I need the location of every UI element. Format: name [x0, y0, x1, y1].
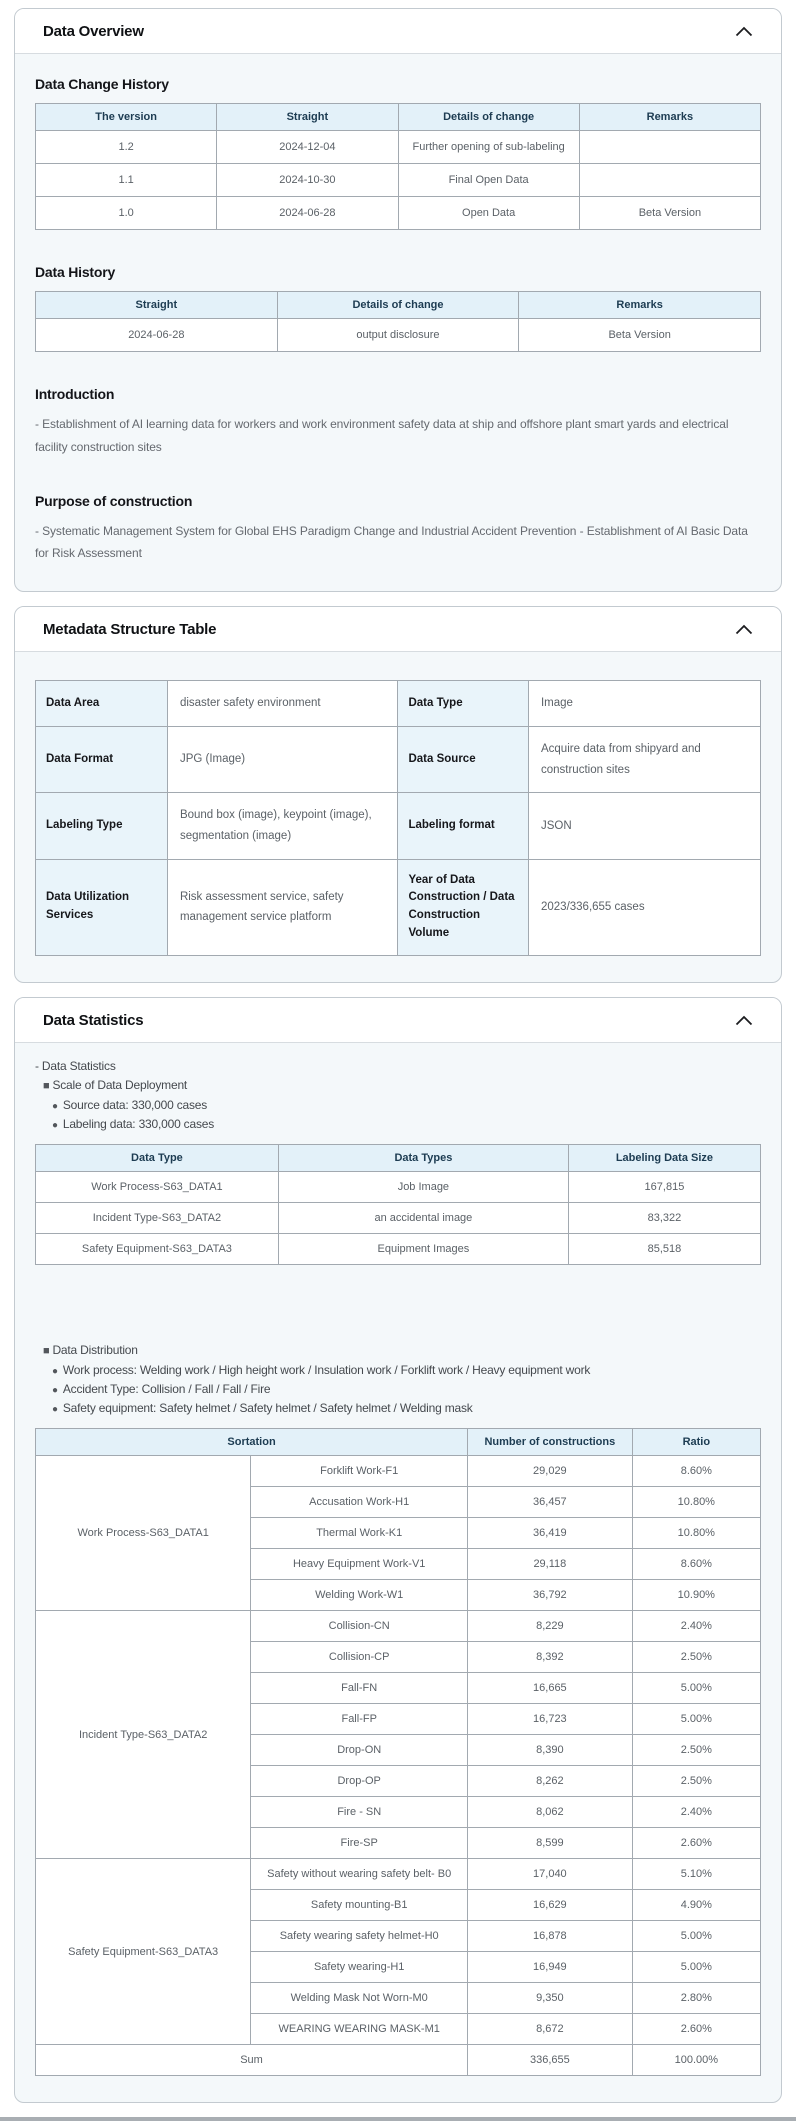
table-cell: 10.80% — [632, 1518, 760, 1549]
bullet-line — [35, 1115, 761, 1134]
table-cell: 36,457 — [468, 1487, 633, 1518]
table-cell: 1.2 — [36, 131, 217, 164]
table-cell: 85,518 — [568, 1234, 760, 1265]
table-cell: 2.40% — [632, 1797, 760, 1828]
table-cell: Welding Mask Not Worn-M0 — [251, 1983, 468, 2014]
table-header-row — [36, 104, 761, 131]
kv-label-cell: Data Source — [398, 726, 529, 792]
table-cell: 2024-06-28 — [36, 319, 278, 352]
bullet-text: Safety equipment: Safety helmet / Safety helmet / Safety helmet / Welding mask — [62, 1401, 473, 1415]
data-distribution-table — [35, 1428, 761, 2076]
group-label-cell: Safety Equipment-S63_DATA3 — [36, 1859, 251, 2045]
kv-label-cell: Data Format — [36, 726, 168, 792]
bullet-line — [35, 1096, 761, 1115]
section-heading-data-history: Data History — [35, 264, 116, 280]
page-bottom-edge — [0, 2117, 796, 2121]
panel-title: Data Overview — [43, 23, 144, 40]
table-row — [36, 859, 761, 955]
table-cell: 29,118 — [468, 1549, 633, 1580]
table-cell: 1.0 — [36, 197, 217, 230]
table-cell: 167,815 — [568, 1172, 760, 1203]
table-cell: Safety wearing safety helmet-H0 — [251, 1921, 468, 1952]
table-cell: output disclosure — [277, 319, 519, 352]
table-cell: 16,723 — [468, 1704, 633, 1735]
panel-body-data-statistics — [15, 1043, 781, 2102]
distribution-section-title — [35, 1341, 761, 1361]
kv-value-cell: disaster safety environment — [167, 681, 398, 727]
table-row — [36, 1234, 761, 1265]
circle-bullet-icon: ● — [52, 1100, 58, 1112]
table-cell: 16,878 — [468, 1921, 633, 1952]
circle-bullet-icon: ● — [52, 1384, 58, 1396]
table-cell: 16,665 — [468, 1673, 633, 1704]
table-row — [36, 319, 761, 352]
table-cell: an accidental image — [278, 1203, 568, 1234]
kv-value-cell: 2023/336,655 cases — [528, 859, 760, 955]
panel-title: Data Statistics — [43, 1011, 144, 1029]
table-cell: 36,792 — [468, 1580, 633, 1611]
kv-value-cell: JPG (Image) — [167, 726, 398, 792]
circle-bullet-icon: ● — [52, 1119, 58, 1131]
bullet-line — [35, 1361, 761, 1380]
table-header-cell: Labeling Data Size — [568, 1145, 760, 1172]
statistics-intro-line: - Data Statistics — [35, 1058, 116, 1073]
collapse-button[interactable] — [731, 622, 757, 637]
panel-title: Metadata Structure Table — [43, 621, 217, 639]
table-cell — [579, 164, 760, 197]
table-cell: 8,062 — [468, 1797, 633, 1828]
table-cell: Safety mounting-B1 — [251, 1890, 468, 1921]
panel-header-data-overview[interactable] — [15, 9, 781, 54]
table-header-cell: Remarks — [519, 292, 761, 319]
table-cell: 2.40% — [632, 1611, 760, 1642]
table-header-cell: Number of constructions — [468, 1429, 633, 1456]
sum-label-cell: Sum — [36, 2045, 468, 2076]
table-cell: Welding Work-W1 — [251, 1580, 468, 1611]
sum-row — [36, 2045, 761, 2076]
table-cell: Incident Type-S63_DATA2 — [36, 1203, 279, 1234]
scale-section-title — [35, 1076, 761, 1096]
bullet-line — [35, 1380, 761, 1399]
chevron-up-icon — [735, 1014, 753, 1029]
panel-data-statistics — [14, 997, 782, 2103]
kv-label-cell: Labeling format — [398, 793, 529, 859]
table-cell: Safety Equipment-S63_DATA3 — [36, 1234, 279, 1265]
bullet-text: Accident Type: Collision / Fall / Fall / Fire — [62, 1381, 271, 1396]
table-cell: 2.50% — [632, 1642, 760, 1673]
bullet-text: Work process: Welding work / High height work / Insulation work / Forklift work / Heavy equipment work — [62, 1362, 591, 1377]
table-cell: 16,949 — [468, 1952, 633, 1983]
table-cell: Open Data — [398, 197, 579, 230]
table-cell: 2.50% — [632, 1735, 760, 1766]
table-row — [36, 164, 761, 197]
table-header-cell: Straight — [36, 292, 278, 319]
section-heading-change-history: Data Change History — [35, 76, 169, 92]
kv-value-cell: JSON — [528, 793, 760, 859]
table-cell: 5.10% — [632, 1859, 760, 1890]
data-change-history-table — [35, 103, 761, 230]
table-row — [36, 197, 761, 230]
table-cell: 8,599 — [468, 1828, 633, 1859]
kv-label-cell: Data Type — [398, 681, 529, 727]
table-cell: Safety without wearing safety belt- B0 — [251, 1859, 468, 1890]
square-bullet-icon: ■ — [43, 1345, 50, 1358]
table-cell: Safety wearing-H1 — [251, 1952, 468, 1983]
table-cell: 36,419 — [468, 1518, 633, 1549]
kv-value-cell: Acquire data from shipyard and construction sites — [528, 726, 760, 792]
table-cell: Fall-FN — [251, 1673, 468, 1704]
group-label-cell: Work Process-S63_DATA1 — [36, 1456, 251, 1611]
table-cell: 8,262 — [468, 1766, 633, 1797]
table-cell: 2.60% — [632, 2014, 760, 2045]
table-cell: Heavy Equipment Work-V1 — [251, 1549, 468, 1580]
table-row — [36, 726, 761, 792]
circle-bullet-icon: ● — [52, 1365, 58, 1377]
data-history-table — [35, 291, 761, 352]
table-cell: Beta Version — [519, 319, 761, 352]
bullet-text: Source data: 330,000 cases — [62, 1097, 208, 1112]
table-cell: 5.00% — [632, 1952, 760, 1983]
distribution-section-title-text: Data Distribution — [52, 1343, 138, 1358]
table-cell: Final Open Data — [398, 164, 579, 197]
sum-ratio-cell: 100.00% — [632, 2045, 760, 2076]
table-cell: Fire - SN — [251, 1797, 468, 1828]
scale-bullet-list — [35, 1096, 761, 1134]
kv-label-cell: Data Utilization Services — [36, 859, 168, 955]
circle-bullet-icon: ● — [52, 1404, 58, 1415]
metadata-structure-table — [35, 680, 761, 956]
square-bullet-icon: ■ — [43, 1080, 50, 1093]
introduction-text: - Establishment of AI learning data for workers and work environment safety data at ship and offshore plant smart yards and electrical facility construction sites — [35, 417, 729, 454]
table-header-cell: Remarks — [579, 104, 760, 131]
table-cell: Work Process-S63_DATA1 — [36, 1172, 279, 1203]
table-cell: 5.00% — [632, 1921, 760, 1952]
collapse-button[interactable] — [731, 24, 757, 39]
table-cell: Drop-OP — [251, 1766, 468, 1797]
table-cell: Job Image — [278, 1172, 568, 1203]
table-row — [36, 681, 761, 727]
table-cell: Collision-CN — [251, 1611, 468, 1642]
table-cell: 2024-12-04 — [217, 131, 398, 164]
table-cell: Collision-CP — [251, 1642, 468, 1673]
table-row — [36, 1456, 761, 1487]
distribution-bullet-list — [35, 1361, 761, 1419]
section-heading-purpose: Purpose of construction — [35, 492, 193, 509]
table-cell: 8.60% — [632, 1549, 760, 1580]
panel-body-metadata-structure — [15, 652, 781, 982]
group-label-cell: Incident Type-S63_DATA2 — [36, 1611, 251, 1859]
table-cell: Thermal Work-K1 — [251, 1518, 468, 1549]
table-cell: 16,629 — [468, 1890, 633, 1921]
table-header-row — [36, 1145, 761, 1172]
panel-header-metadata-structure[interactable] — [15, 607, 781, 652]
table-cell: 8,390 — [468, 1735, 633, 1766]
bullet-line — [35, 1399, 761, 1418]
panel-metadata-structure — [14, 606, 782, 983]
table-cell: Accusation Work-H1 — [251, 1487, 468, 1518]
bullet-text: Labeling data: 330,000 cases — [62, 1116, 215, 1131]
table-cell: 9,350 — [468, 1983, 633, 2014]
kv-label-cell: Labeling Type — [36, 793, 168, 859]
table-cell: 4.90% — [632, 1890, 760, 1921]
table-row — [36, 1203, 761, 1234]
table-cell: 8,392 — [468, 1642, 633, 1673]
table-cell: 10.90% — [632, 1580, 760, 1611]
kv-label-cell: Year of Data Construction / Data Construction Volume — [398, 859, 529, 955]
table-cell: Equipment Images — [278, 1234, 568, 1265]
table-cell: Forklift Work-F1 — [251, 1456, 468, 1487]
table-row — [36, 131, 761, 164]
table-cell: 5.00% — [632, 1673, 760, 1704]
panel-header-data-statistics[interactable] — [15, 998, 781, 1043]
table-header-cell: Data Type — [36, 1145, 279, 1172]
kv-value-cell: Risk assessment service, safety management service platform — [167, 859, 398, 955]
table-cell: Fall-FP — [251, 1704, 468, 1735]
table-header-row — [36, 1429, 761, 1456]
table-header-cell: Sortation — [36, 1429, 468, 1456]
table-header-cell: Straight — [217, 104, 398, 131]
table-header-cell: Details of change — [277, 292, 519, 319]
sum-value-cell: 336,655 — [468, 2045, 633, 2076]
table-cell: 2.80% — [632, 1983, 760, 2014]
table-row — [36, 1859, 761, 1890]
table-cell: Beta Version — [579, 197, 760, 230]
table-cell: 2024-10-30 — [217, 164, 398, 197]
table-header-cell: Details of change — [398, 104, 579, 131]
table-cell: 83,322 — [568, 1203, 760, 1234]
chevron-up-icon — [735, 25, 753, 40]
chevron-up-icon — [735, 623, 753, 638]
table-cell: 29,029 — [468, 1456, 633, 1487]
table-header-cell: Ratio — [632, 1429, 760, 1456]
table-cell: 17,040 — [468, 1859, 633, 1890]
collapse-button[interactable] — [731, 1013, 757, 1028]
table-row — [36, 793, 761, 859]
panel-data-overview — [14, 8, 782, 592]
table-cell: WEARING WEARING MASK-M1 — [251, 2014, 468, 2045]
table-cell: 2024-06-28 — [217, 197, 398, 230]
table-cell: 5.00% — [632, 1704, 760, 1735]
purpose-text: - Systematic Management System for Global EHS Paradigm Change and Industrial Accident Prevention - Establishment of AI Basic Data for Risk Assessment — [35, 523, 748, 561]
kv-label-cell: Data Area — [36, 681, 168, 727]
table-header-cell: Data Types — [278, 1145, 568, 1172]
table-row — [36, 1172, 761, 1203]
table-row — [36, 1611, 761, 1642]
table-cell: Drop-ON — [251, 1735, 468, 1766]
kv-value-cell: Bound box (image), keypoint (image), segmentation (image) — [167, 793, 398, 859]
kv-value-cell: Image — [528, 681, 760, 727]
scale-section-title-text: Scale of Data Deployment — [52, 1078, 188, 1093]
table-header-cell: The version — [36, 104, 217, 131]
table-cell: 10.80% — [632, 1487, 760, 1518]
section-heading-introduction: Introduction — [35, 386, 115, 402]
table-cell: Fire-SP — [251, 1828, 468, 1859]
scale-of-data-table — [35, 1144, 761, 1265]
table-cell: 8,672 — [468, 2014, 633, 2045]
panel-body-data-overview — [15, 54, 781, 591]
table-header-row — [36, 292, 761, 319]
table-cell: 8.60% — [632, 1456, 760, 1487]
table-cell: 1.1 — [36, 164, 217, 197]
table-cell: 2.50% — [632, 1766, 760, 1797]
table-cell: Further opening of sub-labeling — [398, 131, 579, 164]
table-cell — [579, 131, 760, 164]
table-cell: 2.60% — [632, 1828, 760, 1859]
table-cell: 8,229 — [468, 1611, 633, 1642]
